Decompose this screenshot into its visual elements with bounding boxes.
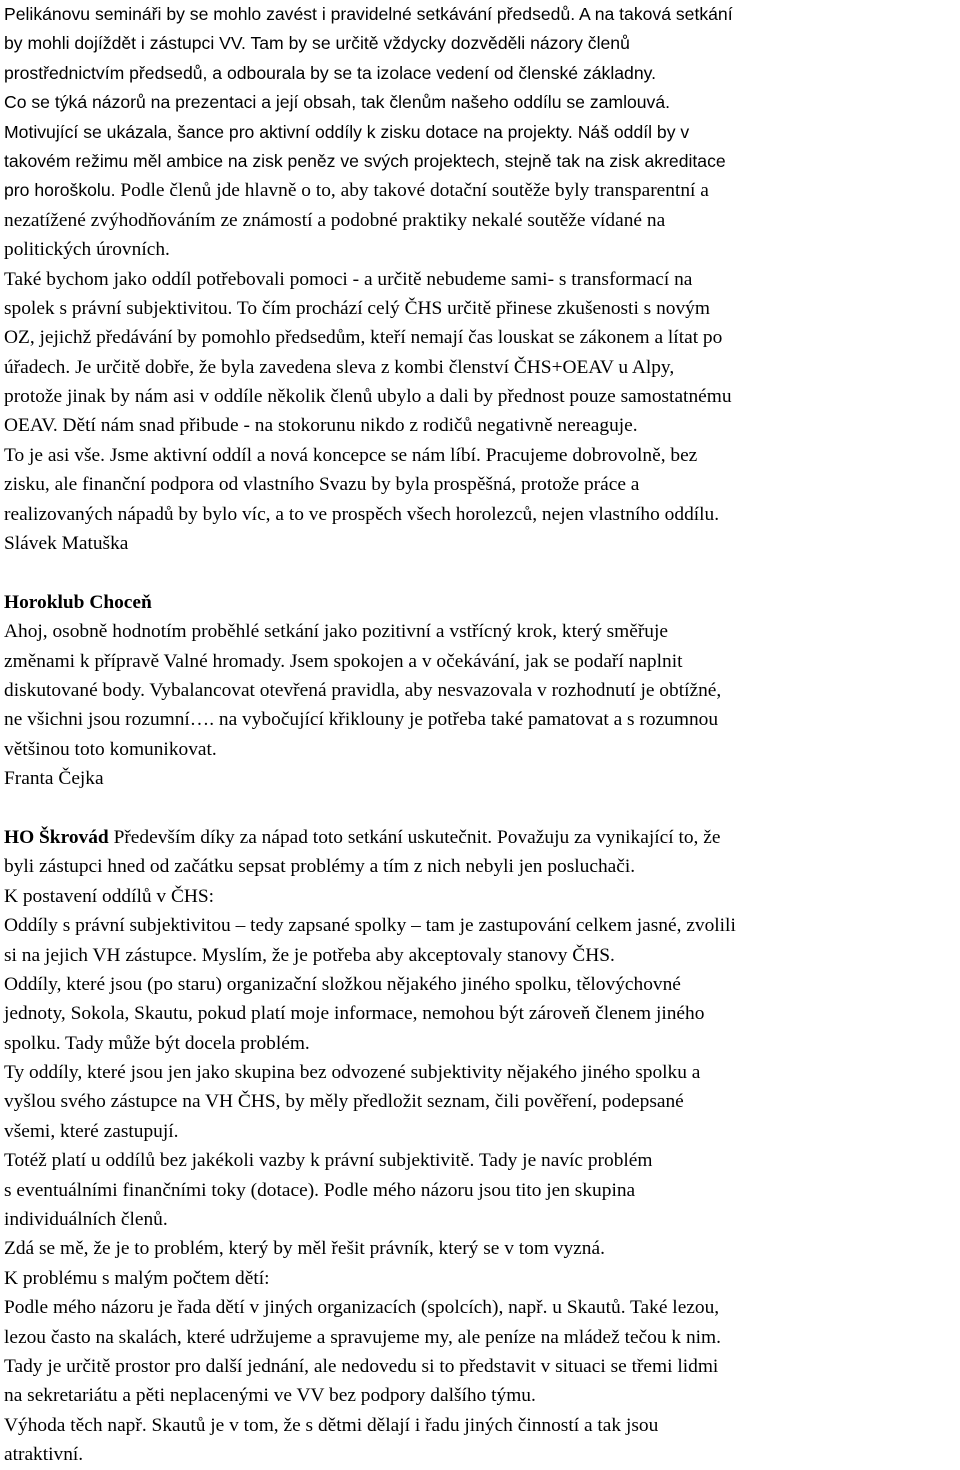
text-line: prostřednictvím předsedů, a odbourala by se ta izolace vedení od členské základny. (4, 62, 656, 83)
text-segment: Náš oddíl by v (572, 121, 690, 142)
section-heading: HO Škrovád (4, 826, 109, 848)
text-line: OZ, jejichž předávání by pomohlo předsedům, kteří nemají čas louskat se zákonem a lítat po (4, 327, 723, 349)
text-segment: To čím prochází celý ČHS určitě přinese zkušenosti s novým (232, 297, 710, 319)
text-line: Oddíly s právní subjektivitou – tedy zapsané spolky – tam je zastupování celkem jasné, zvolili (4, 915, 736, 937)
text-line (4, 176, 959, 205)
text-line: Výhoda těch např. Skautů je v tom, že s dětmi dělají i řadu jiných činností a tak jsou (4, 1414, 659, 1436)
text-segment: Podle členů jde hlavně o to, aby takové dotační soutěže byly transparentní a (115, 180, 709, 202)
text-line (4, 294, 959, 323)
text-line (4, 411, 959, 440)
text-segment: pro horoškolu. (4, 180, 116, 201)
text-line (4, 353, 959, 382)
text-line: většinou toto komunikovat. (4, 738, 217, 760)
text-line: na sekretariátu a pěti neplacenými ve VV bez podpory dalšího týmu. (4, 1385, 536, 1407)
text-segment: Dětí nám snad přibude - na stokorunu nikdo z rodičů negativně nereaguje. (57, 415, 638, 437)
subheading: K problému s malým počtem dětí: (4, 1267, 270, 1289)
text-line (4, 823, 959, 852)
spacer (4, 794, 959, 823)
intro-section (4, 0, 959, 558)
text-line: jednoty, Sokola, Skautu, pokud platí moje informace, nemohou být zároveň členem jiného (4, 1003, 705, 1025)
document-page (4, 0, 959, 1470)
text-line: Také bychom jako oddíl potřebovali pomoci - a určitě nebudeme sami- s transformací na (4, 268, 693, 290)
author-signature: Slávek Matuška (4, 533, 129, 555)
text-line: Pelikánovu semináři by se mohlo zavést i pravidelné setkávání předsedů. A na taková setkání (4, 4, 733, 24)
text-line: Ahoj, osobně hodnotím proběhlé setkání jako pozitivní a vstřícný krok, který směřuje (4, 621, 668, 643)
text-line: ne všichni jsou rozumní…. na vybočující křiklouny je potřeba také pamatovat a s rozumnou (4, 709, 719, 731)
text-segment: OEAV. (4, 415, 58, 437)
skrovad-section (4, 823, 959, 1470)
text-segment: Pracujeme dobrovolně, bez (480, 444, 698, 466)
text-line: s eventuálními finančními toky (dotace). Podle mého názoru jsou tito jen skupina (4, 1179, 636, 1201)
text-line: Tady je určitě prostor pro další jednání, ale nedovedu si to představit v situaci se třemi lidmi (4, 1355, 719, 1377)
text-line: Podle mého názoru je řada dětí v jiných organizacích (spolcích), např. u Skautů. Také lezou, (4, 1297, 720, 1319)
text-line: Zdá se mě, že je to problém, který by měl řešit právník, který se v tom vyzná. (4, 1238, 605, 1260)
text-line (4, 118, 959, 147)
text-line: spolku. Tady může být docela problém. (4, 1032, 310, 1054)
text-segment: Motivující se ukázala, šance pro aktivní oddíly k zisku dotace na projekty. (4, 121, 573, 142)
text-line: byli zástupci hned od začátku sepsat problémy a tím z nich nebyli jen posluchači. (4, 856, 636, 878)
text-line: vyšlou svého zástupce na VH ČHS, by měly předložit seznam, čili pověření, podepsané (4, 1091, 684, 1113)
text-line: Ty oddíly, které jsou jen jako skupina bez odvozené subjektivity nějakého jiného spolku a (4, 1062, 701, 1084)
text-line: si na jejich VH zástupce. Myslím, že je potřeba aby akceptovaly stanovy ČHS. (4, 944, 615, 966)
author-signature: Franta Čejka (4, 768, 104, 790)
text-line: takovém režimu měl ambice na zisk peněz ve svých projektech, stejně tak na zisk akreditace (4, 150, 726, 171)
text-line: Totéž platí u oddílů bez jakékoli vazby k právní subjektivitě. Tady je navíc problém (4, 1150, 653, 1172)
text-line: atraktivní. (4, 1444, 84, 1466)
text-segment: úřadech. (4, 356, 71, 378)
text-segment: Především díky za nápad toto setkání uskutečnit. Považuju za vynikající to, že (108, 826, 721, 848)
text-line: realizovaných nápadů by bylo víc, a to ve prospěch všech horolezců, nejen vlastního oddílu. (4, 503, 720, 525)
text-line: politických úrovních. (4, 239, 170, 261)
text-segment: To je asi vše. (4, 444, 105, 466)
text-segment: Jsme aktivní oddíl a nová koncepce se nám líbí. (104, 444, 481, 466)
text-line: změnami k přípravě Valné hromady. Jsem spokojen a v očekávání, jak se podaří naplnit (4, 650, 683, 672)
text-line: lezou často na skalách, které udržujeme a spravujeme my, ale peníze na mládež tečou k nim. (4, 1326, 721, 1348)
text-line: nezatížené zvýhodňováním ze známostí a podobné praktiky nekalé soutěže vídané na (4, 209, 666, 231)
subheading: K postavení oddílů v ČHS: (4, 885, 215, 907)
text-line: diskutované body. Vybalancovat otevřená pravidla, aby nesvazovala v rozhodnutí je obtížné, (4, 679, 722, 701)
horoklub-section (4, 588, 959, 794)
text-segment: spolek s právní subjektivitou. (4, 297, 233, 319)
text-line: všemi, které zastupují. (4, 1120, 179, 1142)
text-line: Oddíly, které jsou (po staru) organizační složkou nějakého jiného spolku, tělovýchovné (4, 973, 681, 995)
section-heading: Horoklub Choceň (4, 591, 152, 613)
text-line: Co se týká názorů na prezentaci a její obsah, tak členům našeho oddílu se zamlouvá. (4, 92, 671, 113)
text-line: protože jinak by nám asi v oddíle několik členů ubylo a dali by přednost pouze samostatnému (4, 386, 732, 408)
text-line (4, 441, 959, 470)
text-line: zisku, ale finanční podpora od vlastního Svazu by byla prospěšná, protože práce a (4, 474, 640, 496)
text-line: individuálních členů. (4, 1209, 168, 1231)
text-segment: Je určitě dobře, že byla zavedena sleva z kombi členství ČHS+OEAV u Alpy, (70, 356, 675, 378)
text-line: by mohli dojíždět i zástupci VV. Tam by se určitě vždycky dozvěděli názory členů (4, 33, 630, 54)
spacer (4, 558, 959, 587)
